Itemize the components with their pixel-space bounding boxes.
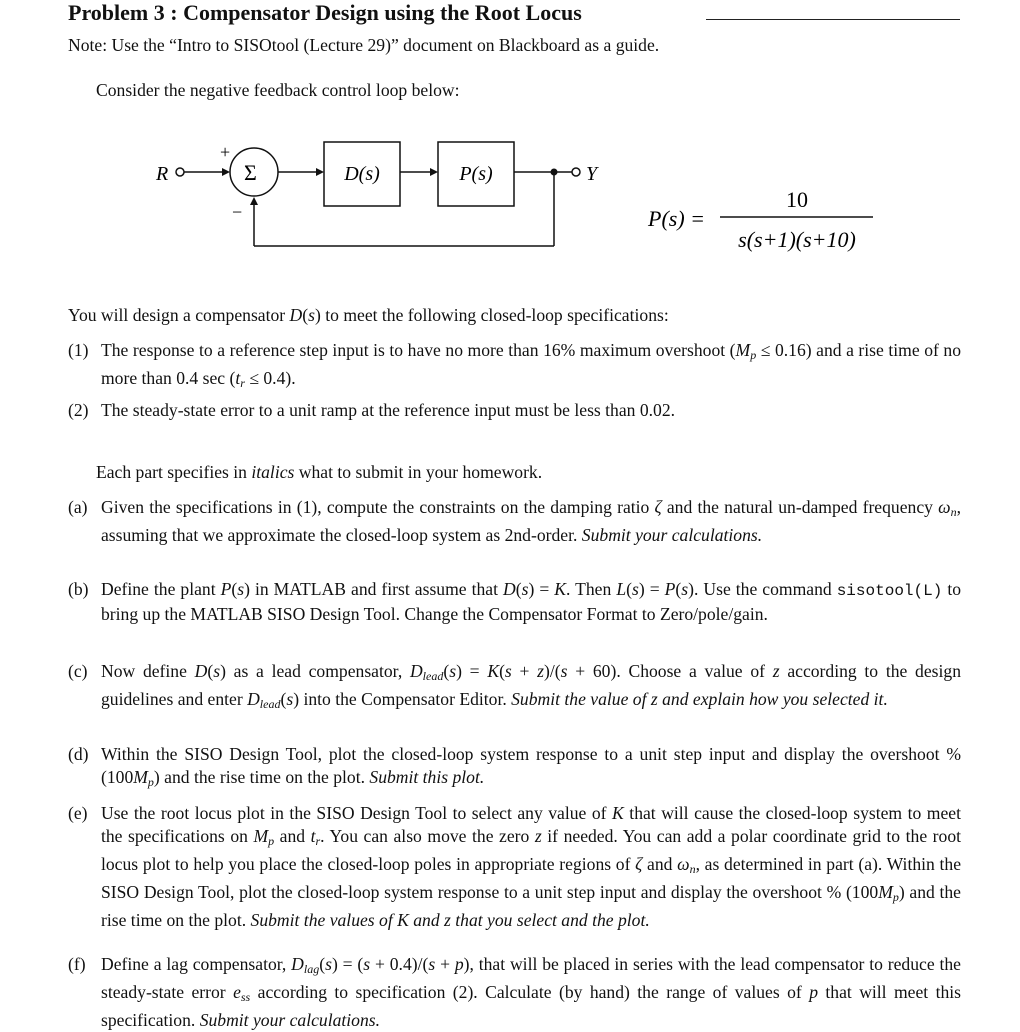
text-run: according to specification (2). Calculate (by hand) the range of values of bbox=[250, 982, 810, 1002]
math-symbol: P bbox=[220, 579, 232, 599]
math-symbol: K bbox=[612, 803, 624, 823]
text-run: Submit your calculations. bbox=[581, 525, 763, 545]
math-symbol: s bbox=[286, 689, 294, 709]
text-run: )/( bbox=[544, 661, 561, 681]
plant-lhs: P(s) = bbox=[648, 206, 705, 231]
part-label: (d) bbox=[68, 744, 89, 764]
math-symbol: t bbox=[310, 826, 316, 846]
math-symbol: D bbox=[247, 689, 260, 709]
spec-label: (1) bbox=[68, 340, 89, 360]
text-run: and bbox=[642, 854, 678, 874]
text-run: Submit the values of K and z that you select and the plot. bbox=[250, 910, 650, 930]
text-run: ( bbox=[302, 305, 309, 325]
plant-numerator: 10 bbox=[786, 187, 808, 212]
text-run: You will design a compensator bbox=[68, 305, 290, 325]
title-rule bbox=[706, 19, 960, 20]
part-text bbox=[101, 660, 961, 716]
part-item bbox=[68, 660, 961, 716]
math-symbol: p bbox=[268, 834, 275, 848]
math-symbol: p bbox=[809, 982, 818, 1002]
input-label: R bbox=[156, 163, 169, 185]
text-run: that will meet this specification. bbox=[101, 982, 961, 1030]
math-symbol: s bbox=[237, 579, 245, 599]
text-run: ≤ 0.4). bbox=[244, 368, 296, 388]
text-run: , assuming that we approximate the closed-loop system as 2nd-order. bbox=[101, 497, 961, 545]
math-symbol: p bbox=[147, 775, 154, 789]
math-symbol: lag bbox=[303, 962, 320, 976]
part-text bbox=[101, 743, 961, 794]
plant-denominator: s(s+1)(s+10) bbox=[738, 227, 856, 252]
part-item bbox=[68, 802, 961, 932]
text-run: Submit your calculations. bbox=[199, 1010, 381, 1030]
part-label: (e) bbox=[68, 803, 88, 823]
problem-title: Problem 3 : Compensator Design using the Root Locus bbox=[68, 0, 582, 25]
spec-label: (2) bbox=[68, 400, 89, 420]
text-run: Define the plant bbox=[101, 579, 221, 599]
math-symbol: ζ bbox=[635, 854, 643, 874]
math-symbol: z bbox=[537, 661, 545, 681]
text-run: ) = bbox=[638, 579, 665, 599]
text-run: ( bbox=[280, 689, 287, 709]
intro-text: Consider the negative feedback control loop below: bbox=[96, 80, 460, 100]
part-label: (f) bbox=[68, 954, 86, 974]
minus-sign: − bbox=[232, 202, 243, 222]
part-text bbox=[101, 496, 961, 547]
math-symbol: L bbox=[616, 579, 627, 599]
part-text bbox=[101, 953, 961, 1032]
text-run: + 60). Choose a value of bbox=[567, 661, 773, 681]
text-run: ) = ( bbox=[331, 954, 364, 974]
block-d-label: D(s) bbox=[344, 163, 380, 185]
math-symbol: s bbox=[325, 954, 332, 974]
spec-intro bbox=[68, 304, 669, 327]
math-symbol: K bbox=[487, 661, 500, 681]
part-text bbox=[101, 802, 961, 932]
math-symbol: n bbox=[950, 505, 957, 519]
text-run: The response to a reference step input is to have no more than 16% maximum overshoot ( bbox=[101, 340, 736, 360]
text-run: ( bbox=[626, 579, 632, 599]
math-symbol: z bbox=[772, 661, 780, 681]
math-symbol: s bbox=[681, 579, 689, 599]
text-run: Submit this plot. bbox=[369, 767, 485, 787]
parts-intro bbox=[96, 461, 542, 484]
input-terminal bbox=[176, 168, 184, 176]
text-run: Submit the value of z and explain how you selected it. bbox=[511, 689, 888, 709]
text-run: and bbox=[274, 826, 311, 846]
math-symbol: p bbox=[750, 348, 757, 362]
spec-text bbox=[101, 339, 961, 395]
math-symbol: D bbox=[194, 661, 208, 681]
text-run: ( bbox=[499, 661, 505, 681]
text-run: ) into the Compensator Editor. bbox=[293, 689, 512, 709]
spec-item bbox=[68, 399, 961, 422]
pickoff-point bbox=[551, 169, 558, 176]
summer-symbol: Σ bbox=[244, 160, 257, 185]
math-symbol: t bbox=[235, 368, 241, 388]
text-run: ) and the rise time on the plot. bbox=[153, 767, 370, 787]
spec-text bbox=[101, 399, 961, 422]
math-symbol: ω bbox=[677, 854, 690, 874]
math-symbol: s bbox=[560, 661, 568, 681]
part-text bbox=[101, 578, 961, 626]
math-symbol: z bbox=[534, 826, 542, 846]
text-run: + bbox=[435, 954, 455, 974]
text-run: sisotool(L) bbox=[836, 582, 943, 600]
math-symbol: D bbox=[291, 954, 304, 974]
math-symbol: ω bbox=[938, 497, 951, 517]
spec-item bbox=[68, 339, 961, 395]
text-run: ) as a lead compensator, bbox=[220, 661, 410, 681]
math-symbol: s bbox=[428, 954, 436, 974]
text-run: + bbox=[511, 661, 538, 681]
text-run: Now define bbox=[101, 661, 195, 681]
part-label: (a) bbox=[68, 497, 88, 517]
text-run: + 0.4)/( bbox=[370, 954, 429, 974]
text-run: according to the design guidelines and enter bbox=[101, 661, 961, 709]
text-run: what to submit in your homework. bbox=[294, 462, 543, 482]
text-run: ( bbox=[443, 661, 450, 681]
math-symbol: lead bbox=[422, 669, 444, 683]
math-symbol: P bbox=[664, 579, 676, 599]
math-symbol: D bbox=[409, 661, 423, 681]
part-item bbox=[68, 953, 961, 1032]
note: Note: Use the “Intro to SISOtool (Lecture 29)” document on Blackboard as a guide. bbox=[68, 35, 660, 55]
math-symbol: lead bbox=[259, 697, 281, 711]
part-label: (c) bbox=[68, 661, 88, 681]
part-item bbox=[68, 496, 961, 547]
math-symbol: ss bbox=[240, 990, 251, 1004]
text-run: ) and the rise time on the plot. bbox=[101, 882, 961, 930]
text-run: ( bbox=[515, 579, 522, 599]
text-run: ( bbox=[207, 661, 214, 681]
text-run: ) = bbox=[528, 579, 555, 599]
text-run: Within the SISO Design Tool, plot the closed-loop system response to a unit step input and display the overshoot % (100 bbox=[101, 744, 961, 787]
part-label: (b) bbox=[68, 579, 89, 599]
math-symbol: s bbox=[213, 661, 221, 681]
part-item bbox=[68, 743, 961, 794]
text-run: ) = bbox=[456, 661, 488, 681]
text-run: ), that will be placed in series with the lead compensator to reduce the steady-state error bbox=[101, 954, 961, 1002]
output-terminal bbox=[572, 168, 580, 176]
math-symbol: M bbox=[735, 340, 751, 360]
math-symbol: M bbox=[878, 882, 893, 902]
math-symbol: s bbox=[504, 661, 512, 681]
math-symbol: ζ bbox=[654, 497, 662, 517]
plus-sign: + bbox=[220, 142, 231, 162]
text-run: if needed. You can add a polar coordinate grid to the root locus plot to help you place the closed-loop poles in appropriate regions of bbox=[101, 826, 962, 874]
block-diagram bbox=[140, 130, 890, 260]
text-run: ). Use the command bbox=[688, 579, 837, 599]
block-p-label: P(s) bbox=[459, 163, 493, 185]
math-symbol: M bbox=[253, 826, 269, 846]
text-run: Define a lag compensator, bbox=[101, 954, 292, 974]
text-run: ) in MATLAB and first assume that bbox=[244, 579, 504, 599]
text-run: . Then bbox=[566, 579, 617, 599]
text-run: italics bbox=[251, 462, 295, 482]
math-symbol: r bbox=[315, 834, 321, 848]
text-run: ( bbox=[675, 579, 682, 599]
math-symbol: s bbox=[308, 305, 315, 325]
math-symbol: n bbox=[689, 862, 696, 876]
math-symbol: e bbox=[233, 982, 241, 1002]
text-run: ) to meet the following closed-loop specifications: bbox=[314, 305, 669, 325]
math-symbol: D bbox=[289, 305, 303, 325]
math-symbol: s bbox=[363, 954, 371, 974]
text-run: . You can also move the zero bbox=[320, 826, 535, 846]
text-run: ( bbox=[231, 579, 238, 599]
math-symbol: K bbox=[554, 579, 567, 599]
math-symbol: s bbox=[631, 579, 639, 599]
text-run: that will cause the closed-loop system to meet the specifications on bbox=[101, 803, 961, 846]
text-run: Use the root locus plot in the SISO Design Tool to select any value of bbox=[101, 803, 613, 823]
part-item bbox=[68, 578, 961, 626]
text-run: Each part specifies in bbox=[96, 462, 252, 482]
text-run: and the natural un-damped frequency bbox=[661, 497, 939, 517]
text-run: to bring up the MATLAB SISO Design Tool. Change the Compensator Format to Zero/pole/gain. bbox=[101, 579, 962, 624]
math-symbol: s bbox=[521, 579, 529, 599]
math-symbol: r bbox=[240, 376, 245, 390]
text-run: Given the specifications in (1), compute the constraints on the damping ratio bbox=[101, 497, 655, 517]
math-symbol: s bbox=[449, 661, 457, 681]
text-run: The steady-state error to a unit ramp at the reference input must be less than 0.02. bbox=[101, 400, 676, 420]
math-symbol: M bbox=[133, 767, 148, 787]
output-label: Y bbox=[586, 163, 598, 185]
text-run: ≤ 0.16) and a rise time of no more than 0.4 sec ( bbox=[101, 340, 961, 388]
math-symbol: p bbox=[454, 954, 464, 974]
math-symbol: p bbox=[892, 890, 899, 904]
text-run: , as determined in part (a). Within the SISO Design Tool, plot the closed-loop system response to a unit step input and display the overshoot % (100 bbox=[101, 854, 962, 902]
math-symbol: D bbox=[503, 579, 516, 599]
text-run: ( bbox=[319, 954, 326, 974]
